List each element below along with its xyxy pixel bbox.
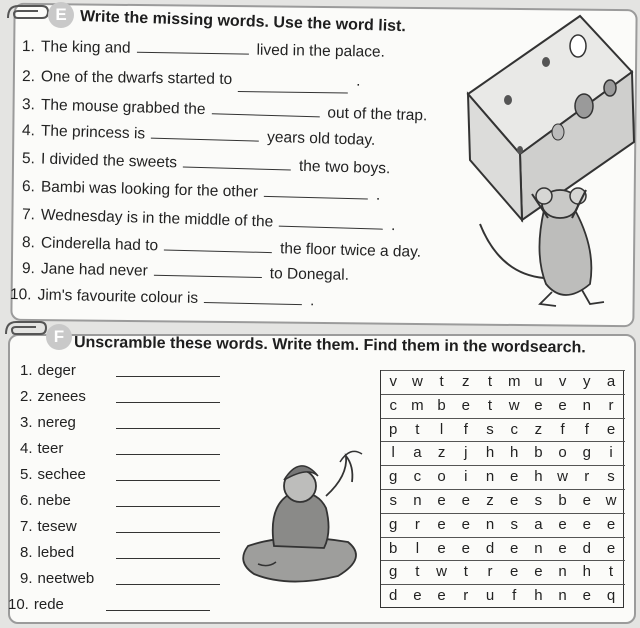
wordsearch-letter[interactable]: t: [463, 563, 468, 581]
wordsearch-letter[interactable]: e: [461, 396, 470, 414]
sentence-number: 5.: [21, 150, 36, 168]
wordsearch-letter[interactable]: p: [389, 420, 398, 438]
scrambled-word-4: [20, 440, 240, 462]
wordsearch-row: [381, 584, 625, 608]
wordsearch-letter[interactable]: n: [582, 396, 591, 414]
wordsearch-letter[interactable]: n: [558, 563, 567, 581]
wordsearch-letter[interactable]: t: [415, 420, 420, 438]
item-number: 7.: [20, 518, 33, 535]
wordsearch-letter[interactable]: o: [437, 468, 446, 486]
answer-blank[interactable]: [151, 126, 259, 142]
scrambled-word-6: [20, 492, 240, 514]
answer-line[interactable]: [116, 428, 220, 429]
wordsearch-letter[interactable]: d: [485, 539, 495, 557]
wordsearch-letter[interactable]: t: [608, 563, 614, 581]
scrambled-word: neetweb: [37, 570, 95, 587]
answer-blank[interactable]: [154, 263, 262, 278]
sentence-text-before: Cinderella had to: [40, 234, 159, 255]
scrambled-word: deger: [37, 362, 76, 379]
wordsearch-letter[interactable]: g: [389, 563, 398, 581]
wordsearch-letter[interactable]: e: [437, 539, 446, 557]
section-e-badge: E: [48, 2, 74, 28]
wordsearch-letter[interactable]: e: [534, 396, 543, 414]
sentence-text-before: The princess is: [40, 122, 146, 143]
wordsearch-letter[interactable]: u: [534, 373, 543, 390]
wordsearch-letter[interactable]: t: [415, 563, 420, 581]
scrambled-word: lebed: [37, 544, 75, 561]
item-number: 10.: [8, 596, 29, 613]
wordsearch-letter[interactable]: e: [606, 420, 616, 438]
wordsearch-letter[interactable]: r: [487, 563, 493, 581]
answer-line[interactable]: [116, 558, 220, 559]
mouse-cheese-illustration: [460, 14, 636, 314]
wordsearch-letter[interactable]: i: [464, 468, 468, 486]
wordsearch-letter[interactable]: q: [606, 587, 616, 605]
wordsearch-letter[interactable]: w: [557, 468, 568, 486]
wordsearch-letter[interactable]: w: [508, 396, 520, 414]
sentence-text-after: out of the trap.: [327, 104, 428, 125]
sentence-text-after: the floor twice a day.: [279, 240, 422, 261]
wordsearch-letter[interactable]: g: [389, 515, 398, 533]
wordsearch-letter[interactable]: e: [582, 515, 591, 533]
sentence-text-before: The mouse grabbed the: [40, 96, 206, 119]
wordsearch-letter[interactable]: y: [583, 373, 591, 390]
wordsearch-letter[interactable]: e: [510, 492, 519, 509]
wordsearch-row: [381, 489, 625, 513]
wordsearch-letter[interactable]: c: [510, 420, 518, 438]
sentence-text-before: The king and: [40, 38, 131, 57]
answer-line[interactable]: [116, 506, 220, 507]
wordsearch-letter[interactable]: z: [486, 492, 494, 509]
item-number: 3.: [20, 414, 33, 431]
paper-clip-icon: [4, 0, 50, 26]
wordsearch-letter[interactable]: n: [558, 587, 567, 605]
answer-line[interactable]: [116, 376, 220, 377]
answer-line[interactable]: [116, 480, 220, 481]
scrambled-word-7: [20, 518, 240, 540]
sentence-text-before: Bambi was looking for the other: [40, 178, 259, 201]
wordsearch-letter[interactable]: f: [463, 420, 468, 438]
wordsearch-letter[interactable]: w: [411, 373, 423, 390]
wordsearch-letter[interactable]: b: [437, 396, 446, 414]
answer-line[interactable]: [116, 532, 220, 533]
wordsearch-letter[interactable]: s: [534, 492, 543, 509]
wordsearch-letter[interactable]: m: [411, 396, 424, 414]
wordsearch-letter[interactable]: o: [558, 444, 567, 462]
wordsearch-row: [381, 465, 625, 489]
wordsearch-row: [381, 441, 625, 465]
wordsearch-letter[interactable]: r: [608, 396, 614, 414]
scrambled-word-5: [20, 466, 240, 488]
sentence-text-after: the two boys.: [298, 157, 391, 178]
answer-blank[interactable]: [279, 214, 383, 230]
wordsearch-letter[interactable]: e: [558, 396, 567, 414]
sentence-text-before: I divided the sweets: [40, 150, 178, 172]
scrambled-word: zenees: [37, 388, 86, 405]
sentence-number: 9.: [21, 260, 36, 278]
scrambled-word: tesew: [37, 518, 77, 535]
sentence-text-before: Jim's favourite colour is: [37, 286, 199, 307]
sentence-text-after: .: [356, 72, 361, 90]
item-number: 5.: [20, 466, 33, 483]
answer-blank[interactable]: [136, 40, 248, 55]
sentence-text-before: Wednesday is in the middle of the: [40, 206, 274, 231]
wordsearch-letter[interactable]: e: [437, 587, 446, 605]
wordsearch-letter[interactable]: l: [439, 420, 444, 438]
scrambled-word: teer: [37, 440, 64, 457]
wordsearch-letter[interactable]: e: [606, 539, 616, 557]
wordsearch-letter[interactable]: f: [512, 587, 517, 605]
wordsearch-letter[interactable]: e: [413, 587, 422, 605]
section-f-badge: F: [46, 324, 72, 350]
wordsearch-letter[interactable]: z: [462, 373, 470, 390]
wordsearch-letter[interactable]: t: [487, 373, 493, 390]
wordsearch-letter[interactable]: g: [582, 444, 591, 462]
sentence-text-after: .: [375, 186, 381, 204]
sentence-number: 3.: [21, 96, 36, 114]
sentence-number: 2.: [21, 68, 36, 86]
answer-line[interactable]: [106, 610, 210, 611]
scrambled-word-3: [20, 414, 240, 436]
wordsearch-letter[interactable]: e: [582, 587, 591, 605]
scrambled-word: nereg: [37, 414, 76, 431]
sentence-text-after: .: [390, 216, 396, 235]
section-e-heading: Write the missing words. Use the word list.: [79, 8, 407, 36]
sentence-text-after: .: [309, 292, 315, 310]
item-number: 6.: [20, 492, 33, 509]
wordsearch-letter[interactable]: d: [389, 587, 398, 605]
wordsearch-letter[interactable]: z: [437, 444, 446, 462]
wordsearch-letter[interactable]: e: [606, 515, 616, 533]
wordsearch-letter[interactable]: d: [582, 539, 591, 557]
wordsearch-letter[interactable]: a: [606, 373, 616, 390]
wordsearch-row: [381, 418, 625, 442]
wordsearch-letter[interactable]: c: [389, 396, 397, 414]
item-number: 2.: [20, 388, 33, 405]
answer-blank[interactable]: [264, 184, 368, 200]
scrambled-word-10: [8, 596, 228, 618]
wordsearch-row: [381, 394, 625, 418]
sentence-text-after: lived in the palace.: [256, 41, 386, 61]
sentence-number: 4.: [21, 122, 36, 140]
wordsearch-letter[interactable]: t: [487, 396, 493, 414]
wordsearch-grid: [380, 370, 624, 608]
sentence-text-before: Jane had never: [40, 260, 148, 280]
item-number: 1.: [20, 362, 33, 379]
item-number: 4.: [20, 440, 33, 457]
wordsearch-letter[interactable]: w: [436, 563, 447, 581]
wordsearch-letter[interactable]: b: [534, 444, 543, 462]
wordsearch-letter[interactable]: t: [439, 373, 444, 390]
wordsearch-letter[interactable]: e: [461, 492, 470, 509]
wordsearch-letter[interactable]: v: [558, 373, 567, 390]
wordsearch-letter[interactable]: s: [510, 515, 518, 533]
wordsearch-letter[interactable]: e: [534, 563, 543, 581]
sentence-text-after: years old today.: [266, 128, 376, 149]
wordsearch-letter[interactable]: e: [510, 563, 519, 581]
answer-line[interactable]: [116, 584, 220, 585]
answer-blank[interactable]: [164, 237, 272, 253]
wordsearch-letter[interactable]: n: [413, 492, 422, 509]
sentence-number: 8.: [21, 234, 36, 252]
wordsearch-letter[interactable]: h: [534, 468, 543, 486]
wordsearch-letter[interactable]: e: [558, 539, 567, 557]
answer-blank[interactable]: [204, 290, 302, 305]
wordsearch-letter[interactable]: u: [485, 587, 495, 605]
wordsearch-letter[interactable]: a: [534, 515, 543, 533]
wordsearch-letter[interactable]: e: [461, 539, 470, 557]
answer-line[interactable]: [116, 454, 220, 455]
scrambled-word-9: [20, 570, 240, 592]
wordsearch-letter[interactable]: e: [582, 492, 591, 509]
wordsearch-letter[interactable]: h: [510, 444, 519, 462]
wordsearch-letter[interactable]: g: [389, 468, 398, 486]
wordsearch-letter[interactable]: l: [391, 444, 395, 462]
wordsearch-row: [381, 537, 625, 561]
wordsearch-letter[interactable]: i: [609, 444, 613, 462]
scrambled-word: sechee: [37, 466, 86, 483]
sentence-number: 10.: [9, 286, 32, 304]
sentence-text-after: to Donegal.: [269, 265, 350, 284]
wordsearch-letter[interactable]: w: [605, 492, 617, 509]
wordsearch-letter[interactable]: j: [464, 444, 468, 462]
sentence-number: 6.: [21, 178, 36, 196]
wordsearch-letter[interactable]: l: [415, 539, 420, 557]
answer-blank[interactable]: [238, 79, 348, 94]
wordsearch-letter[interactable]: v: [389, 373, 397, 390]
answer-blank[interactable]: [183, 155, 291, 171]
scrambled-word-8: [20, 544, 240, 566]
wordsearch-letter[interactable]: s: [389, 492, 397, 509]
wordsearch-letter[interactable]: n: [485, 468, 495, 486]
scrambled-word-2: [20, 388, 240, 410]
sentence-text-before: One of the dwarfs started to: [40, 68, 233, 88]
scrambled-word-1: [20, 362, 240, 384]
wordsearch-letter[interactable]: n: [534, 539, 543, 557]
wordsearch-letter[interactable]: e: [510, 468, 519, 486]
wordsearch-letter[interactable]: s: [607, 468, 615, 486]
scrambled-word: rede: [33, 596, 64, 613]
answer-line[interactable]: [116, 402, 220, 403]
scrambled-word: nebe: [37, 492, 71, 509]
wordsearch-letter[interactable]: b: [389, 539, 398, 557]
sentence-number: 7.: [21, 206, 36, 224]
wordsearch-letter[interactable]: h: [582, 563, 591, 581]
wordsearch-letter[interactable]: r: [584, 468, 590, 486]
wordsearch-row: [381, 560, 625, 584]
wordsearch-letter[interactable]: h: [485, 444, 495, 462]
item-number: 9.: [20, 570, 33, 587]
wordsearch-letter[interactable]: r: [463, 587, 469, 605]
wordsearch-letter[interactable]: r: [414, 515, 420, 533]
item-number: 8.: [20, 544, 33, 561]
wordsearch-row: [381, 513, 625, 537]
wordsearch-letter[interactable]: c: [413, 468, 422, 486]
wordsearch-letter[interactable]: n: [485, 515, 495, 533]
wordsearch-letter[interactable]: h: [534, 587, 543, 605]
section-f-heading: Unscramble these words. Write them. Find them in the wordsearch.: [73, 334, 586, 357]
wordsearch-letter[interactable]: f: [584, 420, 589, 438]
wordsearch-row: [381, 370, 625, 394]
wordsearch-letter[interactable]: b: [558, 492, 567, 509]
genie-illustration: [228, 436, 378, 596]
wordsearch-letter[interactable]: e: [437, 492, 446, 509]
answer-blank[interactable]: [211, 101, 319, 117]
wordsearch-letter[interactable]: m: [507, 373, 521, 390]
wordsearch-letter[interactable]: e: [558, 515, 567, 533]
sentence-number: 1.: [21, 38, 36, 56]
wordsearch-letter[interactable]: e: [461, 515, 470, 533]
wordsearch-letter[interactable]: z: [534, 420, 543, 438]
wordsearch-letter[interactable]: f: [560, 420, 565, 438]
paper-clip-icon: [2, 316, 48, 342]
wordsearch-letter[interactable]: s: [486, 420, 494, 438]
wordsearch-letter[interactable]: e: [510, 539, 519, 557]
wordsearch-letter[interactable]: e: [437, 515, 446, 533]
wordsearch-letter[interactable]: a: [413, 444, 422, 462]
